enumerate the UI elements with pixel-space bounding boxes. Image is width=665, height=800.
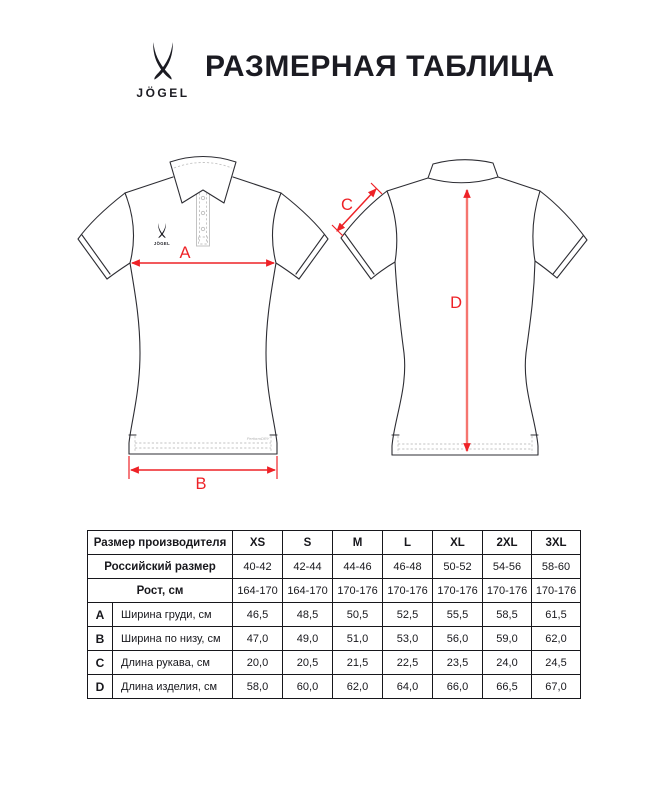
back-view-diagram — [325, 148, 615, 468]
fabric-technology-text: PerformDRY — [246, 436, 270, 441]
table-cell: 59,0 — [483, 627, 532, 651]
table-cell: 170-176 — [383, 579, 433, 603]
table-cell: 24,5 — [532, 651, 581, 675]
front-left-sleeve — [78, 193, 134, 279]
table-cell: 170-176 — [532, 579, 581, 603]
table-cell: 67,0 — [532, 675, 581, 699]
page-title: РАЗМЕРНАЯ ТАБЛИЦА — [205, 50, 555, 83]
table-cell: 55,5 — [433, 603, 483, 627]
table-cell: 64,0 — [383, 675, 433, 699]
size-header-xs: XS — [233, 531, 283, 555]
table-cell: 21,5 — [333, 651, 383, 675]
table-cell: 170-176 — [433, 579, 483, 603]
table-cell: 44-46 — [333, 555, 383, 579]
table-cell: 58,5 — [483, 603, 532, 627]
size-table — [87, 530, 581, 699]
size-header-2xl: 2XL — [483, 531, 532, 555]
table-cell: 24,0 — [483, 651, 532, 675]
sleeve-length-measure-arrow — [332, 183, 382, 236]
garment-length-label: D — [450, 294, 462, 312]
size-header-m: M — [333, 531, 383, 555]
brand-logo-text: JÖGEL — [136, 86, 190, 100]
chest-width-measure-arrow — [132, 244, 274, 263]
size-header-l: L — [383, 531, 433, 555]
back-body — [392, 261, 538, 455]
row-label: Длина изделия, см — [113, 675, 233, 699]
table-row-chest-width — [88, 603, 581, 627]
front-chest-logo — [154, 223, 170, 246]
table-row-header — [88, 531, 581, 555]
back-collar — [428, 160, 498, 183]
table-cell: 51,0 — [333, 627, 383, 651]
front-view-diagram — [55, 148, 330, 498]
jogel-logo-icon — [146, 42, 180, 82]
table-cell: 50,5 — [333, 603, 383, 627]
row-label: Длина рукава, см — [113, 651, 233, 675]
table-row-height — [88, 579, 581, 603]
table-cell: 60,0 — [283, 675, 333, 699]
table-cell: 20,0 — [233, 651, 283, 675]
table-cell: 164-170 — [233, 579, 283, 603]
table-cell: 62,0 — [532, 627, 581, 651]
table-cell: 22,5 — [383, 651, 433, 675]
front-body — [129, 263, 277, 454]
table-cell: 66,0 — [433, 675, 483, 699]
table-cell: 52,5 — [383, 603, 433, 627]
row-letter: A — [88, 603, 113, 627]
front-right-sleeve — [272, 193, 328, 279]
row-label: Ширина груди, см — [113, 603, 233, 627]
size-header-xl: XL — [433, 531, 483, 555]
bottom-width-measure-arrow — [129, 456, 277, 493]
table-cell: 66,5 — [483, 675, 532, 699]
table-cell: 170-176 — [483, 579, 532, 603]
table-cell: 49,0 — [283, 627, 333, 651]
size-header-3xl: 3XL — [532, 531, 581, 555]
table-row-garment-length — [88, 675, 581, 699]
table-cell: 58-60 — [532, 555, 581, 579]
table-cell: 46-48 — [383, 555, 433, 579]
table-cell: 42-44 — [283, 555, 333, 579]
row-letter: C — [88, 651, 113, 675]
front-placket — [197, 190, 210, 246]
table-cell: 61,5 — [532, 603, 581, 627]
table-cell: 50-52 — [433, 555, 483, 579]
bottom-width-label: B — [195, 475, 207, 493]
table-cell: 40-42 — [233, 555, 283, 579]
table-cell: 164-170 — [283, 579, 333, 603]
table-cell: 58,0 — [233, 675, 283, 699]
table-cell: 56,0 — [433, 627, 483, 651]
table-cell: 170-176 — [333, 579, 383, 603]
table-cell: 53,0 — [383, 627, 433, 651]
row-label: Рост, см — [88, 579, 233, 603]
sleeve-length-label: C — [341, 196, 353, 214]
front-chest-logo-text: JÖGEL — [153, 241, 171, 246]
row-letter: D — [88, 675, 113, 699]
garment-length-measure-arrow — [450, 190, 467, 451]
table-cell: 47,0 — [233, 627, 283, 651]
table-row-russian-size — [88, 555, 581, 579]
table-cell: 62,0 — [333, 675, 383, 699]
row-label: Ширина по низу, см — [113, 627, 233, 651]
table-cell: 54-56 — [483, 555, 532, 579]
table-row-bottom-width — [88, 627, 581, 651]
table-cell: 20,5 — [283, 651, 333, 675]
chest-width-label: A — [179, 244, 191, 262]
brand-logo — [132, 42, 194, 100]
back-right-sleeve — [533, 191, 587, 278]
table-row-sleeve-length — [88, 651, 581, 675]
table-cell: 48,5 — [283, 603, 333, 627]
size-header-s: S — [283, 531, 333, 555]
table-cell: 23,5 — [433, 651, 483, 675]
row-label: Российский размер — [88, 555, 233, 579]
row-letter: B — [88, 627, 113, 651]
table-cell: 46,5 — [233, 603, 283, 627]
manufacturer-size-header: Размер производителя — [88, 531, 233, 555]
